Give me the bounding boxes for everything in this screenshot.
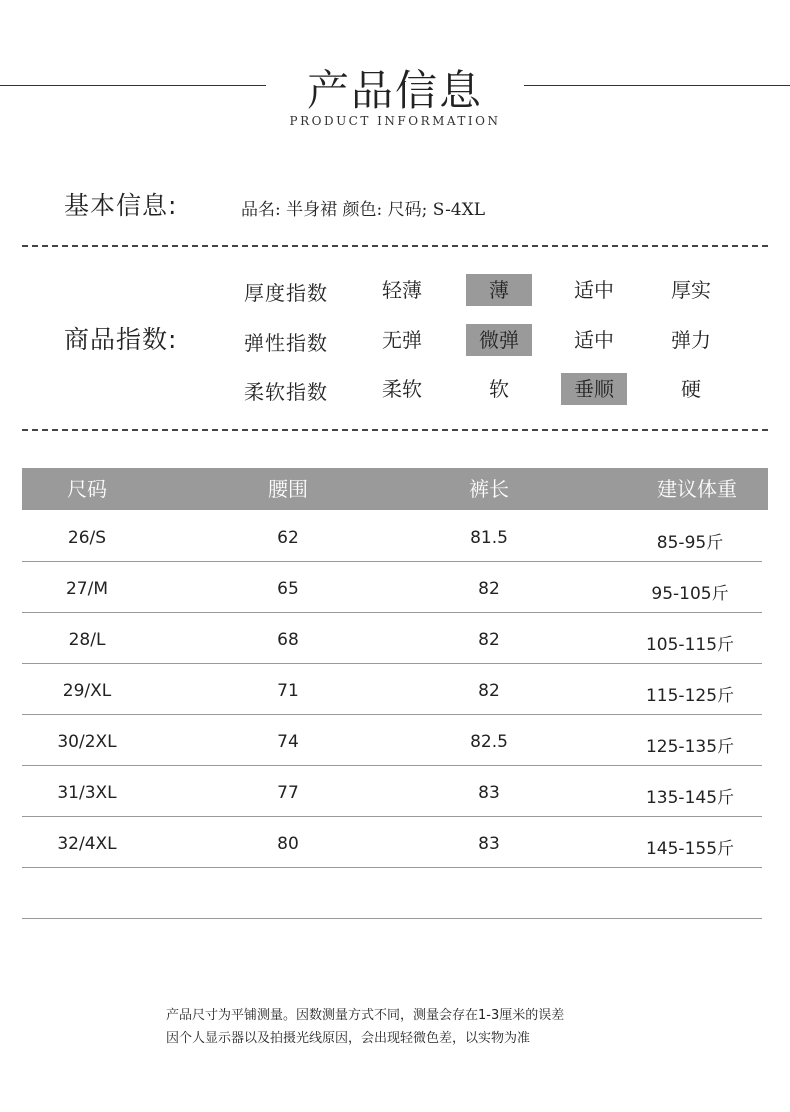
table-row-separator bbox=[22, 663, 762, 664]
table-cell: 95-105斤 bbox=[651, 584, 729, 604]
table-cell: 85-95斤 bbox=[656, 533, 724, 553]
table-cell: 82 bbox=[478, 630, 500, 650]
table-cell: 77 bbox=[277, 783, 299, 803]
product-index-label: 商品指数: bbox=[64, 325, 178, 354]
table-cell: 30/2XL bbox=[57, 732, 117, 752]
table-row-separator bbox=[22, 816, 762, 817]
table-cell: 71 bbox=[277, 681, 299, 701]
index-option-selected: 薄 bbox=[466, 274, 532, 306]
table-cell: 135-145斤 bbox=[645, 788, 735, 808]
table-cell: 27/M bbox=[65, 579, 109, 599]
page-title: 产品信息 bbox=[306, 66, 483, 115]
index-option: 无弹 bbox=[382, 328, 422, 352]
header-length: 裤长 bbox=[469, 477, 509, 501]
table-row-separator bbox=[22, 612, 762, 613]
table-cell: 68 bbox=[277, 630, 299, 650]
table-row-separator bbox=[22, 867, 762, 868]
table-cell: 65 bbox=[277, 579, 299, 599]
table-cell: 115-125斤 bbox=[645, 686, 735, 706]
divider-top bbox=[22, 245, 768, 247]
table-cell: 125-135斤 bbox=[645, 737, 735, 757]
note-color: 因个人显示器以及拍摄光线原因，会出现轻微色差，以实物为准 bbox=[166, 1031, 531, 1046]
table-cell: 145-155斤 bbox=[645, 839, 735, 859]
table-cell: 32/4XL bbox=[57, 834, 117, 854]
table-cell: 83 bbox=[478, 783, 500, 803]
index-name: 弹性指数 bbox=[244, 331, 328, 355]
table-row-separator bbox=[22, 765, 762, 766]
table-row-separator bbox=[22, 918, 762, 919]
index-option: 适中 bbox=[574, 328, 614, 352]
index-option: 弹力 bbox=[671, 328, 711, 352]
index-option: 轻薄 bbox=[382, 278, 422, 302]
table-cell: 81.5 bbox=[470, 528, 508, 548]
table-cell: 80 bbox=[277, 834, 299, 854]
header-size: 尺码 bbox=[67, 477, 107, 501]
basic-info-value: 品名: 半身裙 颜色: 尺码; S-4XL bbox=[241, 200, 486, 220]
index-option-selected: 垂顺 bbox=[561, 373, 627, 405]
table-row-separator bbox=[22, 714, 762, 715]
table-cell: 82 bbox=[478, 681, 500, 701]
header-weight: 建议体重 bbox=[657, 477, 737, 501]
table-cell: 82 bbox=[478, 579, 500, 599]
table-cell: 29/XL bbox=[62, 681, 112, 701]
table-cell: 31/3XL bbox=[57, 783, 117, 803]
table-cell: 62 bbox=[277, 528, 299, 548]
header-waist: 腰围 bbox=[268, 477, 308, 501]
index-name: 厚度指数 bbox=[244, 281, 328, 305]
index-name: 柔软指数 bbox=[244, 380, 328, 404]
index-option: 适中 bbox=[574, 278, 614, 302]
table-row-separator bbox=[22, 561, 762, 562]
note-measurement: 产品尺寸为平铺测量。因数测量方式不同，测量会存在1-3厘米的误差 bbox=[166, 1008, 565, 1023]
size-table-header bbox=[22, 468, 768, 510]
page-subtitle: PRODUCT INFORMATION bbox=[289, 114, 501, 128]
table-cell: 82.5 bbox=[470, 732, 508, 752]
table-cell: 105-115斤 bbox=[645, 635, 735, 655]
index-option: 厚实 bbox=[671, 278, 711, 302]
index-option: 软 bbox=[489, 377, 509, 401]
basic-info-label: 基本信息: bbox=[64, 191, 178, 220]
index-option: 柔软 bbox=[382, 377, 422, 401]
index-option: 硬 bbox=[681, 377, 701, 401]
divider-bottom bbox=[22, 429, 768, 431]
table-cell: 28/L bbox=[68, 630, 106, 650]
table-cell: 26/S bbox=[67, 528, 107, 548]
index-option-selected: 微弹 bbox=[466, 324, 532, 356]
table-cell: 83 bbox=[478, 834, 500, 854]
table-cell: 74 bbox=[277, 732, 299, 752]
